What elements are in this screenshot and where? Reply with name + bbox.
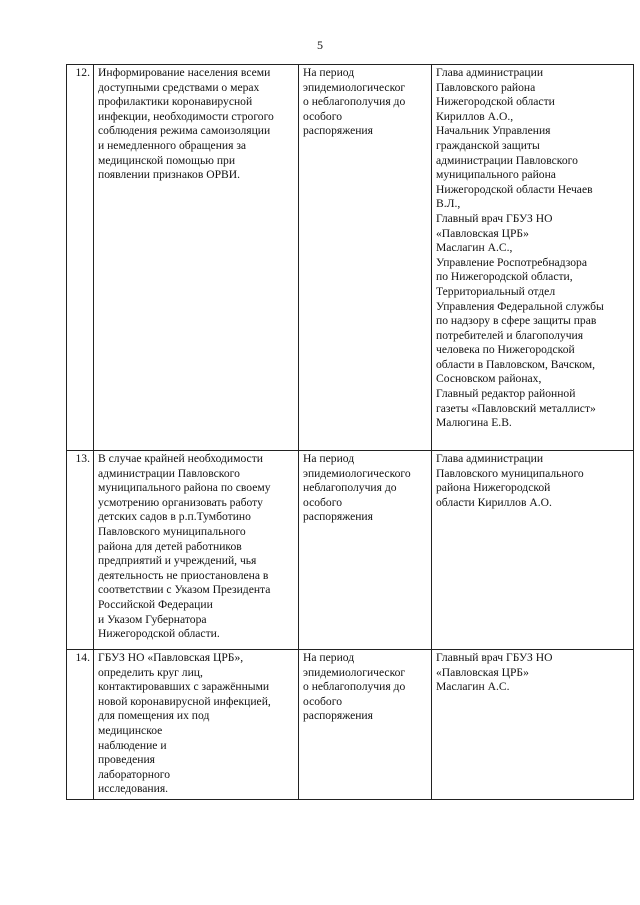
period-cell	[299, 650, 432, 800]
responsible-cell-line: Начальник Управления	[436, 124, 551, 138]
action-cell	[94, 650, 299, 800]
action-cell-line: новой коронавирусной инфекцией,	[98, 694, 271, 708]
period-cell	[299, 451, 432, 650]
action-cell-line: контактировавших с заражёнными	[98, 680, 270, 694]
action-cell-line: Российской Федерации	[98, 597, 213, 611]
action-cell-line: деятельность не приостановлена в	[98, 568, 269, 582]
action-cell-line: ГБУЗ НО «Павловская ЦРБ»,	[98, 651, 244, 664]
period-cell-line: распоряжения	[303, 709, 373, 723]
action-cell-line: соблюдения режима самоизоляции	[98, 124, 271, 138]
action-cell-line: определить круг лиц,	[98, 665, 203, 679]
action-cell-line: района для детей работников	[98, 539, 242, 553]
responsible-cell-line: Маслагин А.С.,	[436, 241, 513, 255]
period-cell-line: эпидемиологическог	[303, 80, 406, 94]
action-cell-line: детских садов в р.п.Тумботино	[98, 510, 251, 524]
responsible-cell-line: гражданской защиты	[436, 138, 540, 152]
responsible-cell-line: «Павловская ЦРБ»	[436, 226, 529, 240]
responsible-cell-line: «Павловская ЦРБ»	[436, 665, 529, 679]
responsible-cell-line: области Кириллов А.О.	[436, 495, 552, 509]
action-cell-line: наблюдение и	[98, 738, 167, 752]
period-cell-line: распоряжения	[303, 510, 373, 524]
responsible-cell-line: муниципального района	[436, 168, 556, 182]
responsible-cell-line: Глава администрации	[436, 452, 544, 465]
period-cell-line: особого	[303, 109, 342, 123]
action-cell-line: муниципального района по своему	[98, 481, 271, 495]
action-cell-line: В случае крайней необходимости	[98, 452, 263, 465]
period-cell-line: распоряжения	[303, 124, 373, 138]
responsible-cell	[432, 451, 634, 650]
responsible-cell-line: Главный врач ГБУЗ НО	[436, 651, 553, 664]
period-cell-line: о неблагополучия до	[303, 680, 406, 694]
responsible-cell-line: области в Павловском, Вачском,	[436, 357, 595, 371]
responsible-cell-line: по надзору в сфере защиты прав	[436, 314, 597, 328]
action-cell-line: и немедленного обращения за	[98, 138, 247, 152]
action-cell-line: соответствии с Указом Президента	[98, 583, 271, 597]
responsible-cell-line: района Нижегородской	[436, 481, 551, 495]
action-cell-line: предприятий и учреждений, чья	[98, 554, 257, 568]
responsible-cell-line: В.Л.,	[436, 197, 461, 211]
measures-table	[66, 64, 634, 800]
responsible-cell-line: Управление Роспотребнадзора	[436, 255, 587, 269]
period-cell-line: На период	[303, 452, 355, 465]
action-cell-line: доступными средствами о мерах	[98, 80, 260, 94]
responsible-cell-line: Нижегородской области Нечаев	[436, 182, 593, 196]
responsible-cell-line: по Нижегородской области,	[436, 270, 573, 284]
row-number: 13.	[67, 451, 94, 650]
action-cell-line: для помещения их под	[98, 709, 210, 723]
action-cell-line: Нижегородской области.	[98, 627, 220, 641]
action-cell-line: появлении признаков ОРВИ.	[98, 168, 241, 182]
period-cell-line: На период	[303, 651, 355, 664]
row-number: 14.	[67, 650, 94, 800]
responsible-cell-line: человека по Нижегородской	[436, 343, 575, 357]
action-cell-line: инфекции, необходимости строгого	[98, 109, 274, 123]
period-cell-line: неблагополучия до	[303, 481, 397, 495]
row-number: 12.	[67, 65, 94, 451]
responsible-cell-line: Глава администрации	[436, 66, 544, 79]
table-row	[67, 451, 634, 650]
responsible-cell-line: Главный врач ГБУЗ НО	[436, 211, 553, 225]
period-cell-line: особого	[303, 495, 342, 509]
responsible-cell	[432, 65, 634, 451]
table-row	[67, 65, 634, 451]
responsible-cell-line: Маслагин А.С.	[436, 680, 510, 694]
table-row	[67, 650, 634, 800]
action-cell-line: Павловского муниципального	[98, 524, 246, 538]
action-cell-line: исследования.	[98, 782, 169, 796]
period-cell	[299, 65, 432, 451]
responsible-cell-line: Главный редактор районной	[436, 387, 576, 401]
responsible-cell-line: Управления Федеральной службы	[436, 299, 604, 313]
responsible-cell-line: Малюгина Е.В.	[436, 416, 512, 430]
action-cell-line: и Указом Губернатора	[98, 612, 207, 626]
action-cell-line: профилактики коронавирусной	[98, 95, 253, 109]
action-cell	[94, 65, 299, 451]
responsible-cell-line: газеты «Павловский металлист»	[436, 401, 596, 415]
period-cell-line: эпидемиологического	[303, 466, 411, 480]
action-cell-line: администрации Павловского	[98, 466, 240, 480]
responsible-cell	[432, 650, 634, 800]
action-cell-line: медицинской помощью при	[98, 153, 236, 167]
action-cell	[94, 451, 299, 650]
responsible-cell-line: Сосновском районах,	[436, 372, 542, 386]
period-cell-line: На период	[303, 66, 355, 79]
responsible-cell-line: Нижегородской области	[436, 95, 555, 109]
responsible-cell-line: потребителей и благополучия	[436, 328, 584, 342]
action-cell-line: лабораторного	[98, 767, 171, 781]
period-cell-line: эпидемиологическог	[303, 665, 406, 679]
responsible-cell-line: Территориальный отдел	[436, 284, 556, 298]
responsible-cell-line: Кириллов А.О.,	[436, 109, 514, 123]
responsible-cell-line: Павловского муниципального	[436, 466, 584, 480]
action-cell-line: медицинское	[98, 723, 163, 737]
action-cell-line: проведения	[98, 753, 155, 767]
responsible-cell-line: Павловского района	[436, 80, 536, 94]
period-cell-line: о неблагополучия до	[303, 95, 406, 109]
action-cell-line: Информирование населения всеми	[98, 66, 271, 79]
responsible-cell-line: администрации Павловского	[436, 153, 578, 167]
page-number: 5	[317, 38, 323, 52]
action-cell-line: усмотрению организовать работу	[98, 495, 263, 509]
period-cell-line: особого	[303, 694, 342, 708]
